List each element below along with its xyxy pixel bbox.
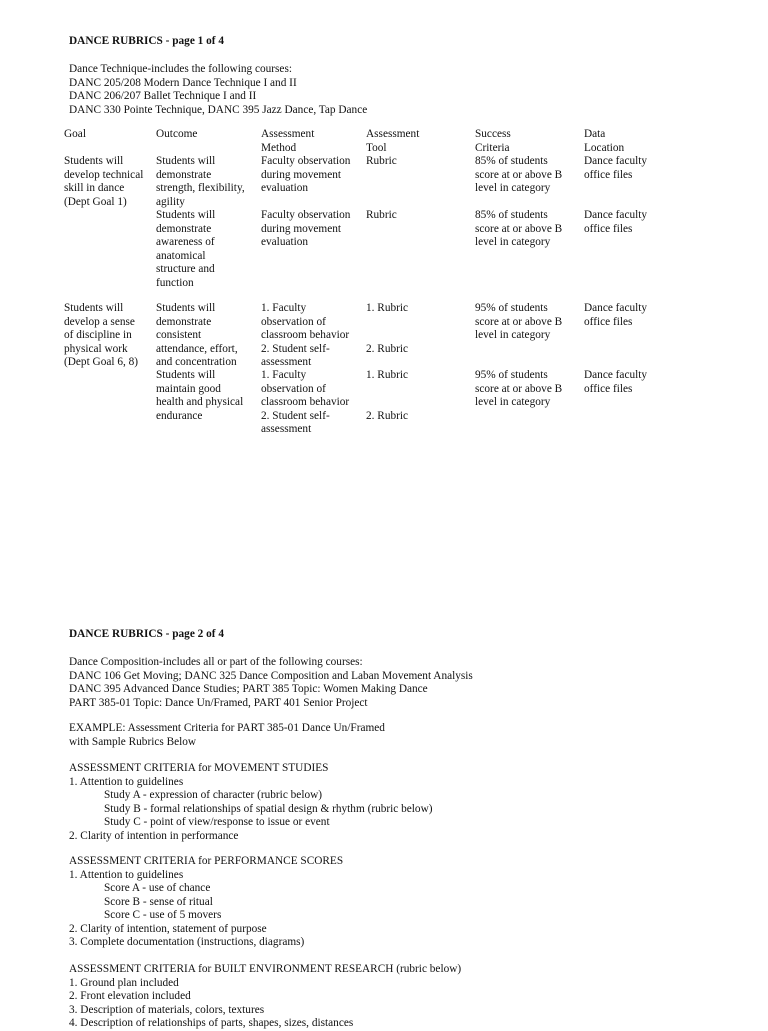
goal-cell: Students will develop technical skill in dance (Dept Goal 1) [64,155,144,208]
list-item: 3. Complete documentation (instructions, diagrams) [69,936,305,948]
tool-cell: 1. Rubric 2. Rubric [366,369,409,422]
outcome-cell: Students will demonstrate awareness of anatomical structure and function [156,209,216,289]
method-cell: 1. Faculty observation of classroom behavior 2. Student self- assessment [261,302,350,368]
page-2-title: DANCE RUBRICS - page 2 of 4 [69,628,225,640]
intro-line: DANC 106 Get Moving; DANC 325 Dance Composition and Laban Movement Analysis [69,669,473,682]
method-cell: Faculty observation during movement evaluation [261,209,351,248]
success-cell: 85% of students score at or above B level in category [475,155,563,194]
list-subitem: Study A - expression of character (rubric below) [104,789,323,801]
section-heading: ASSESSMENT CRITERIA for BUILT ENVIRONMENT RESEARCH (rubric below) [69,963,462,975]
list-subitem: Score B - sense of ritual [104,895,213,908]
header-assessment-tool: Assessment Tool [366,128,420,154]
performance-scores-section [69,855,343,950]
header-assessment-method: Assessment Method [261,128,315,154]
list-item: 1. Attention to guidelines [69,868,184,881]
example-block [69,722,385,749]
intro-line: Dance Technique-includes the following courses: [69,63,292,75]
example-line: EXAMPLE: Assessment Criteria for PART 385-01 Dance Un/Framed [69,722,385,734]
header-goal: Goal [64,128,86,140]
page-2-intro [69,656,473,710]
built-environment-section [69,963,461,1031]
tool-cell: 1. Rubric 2. Rubric [366,302,409,355]
header-outcome: Outcome [156,128,198,140]
intro-line: DANC 330 Pointe Technique, DANC 395 Jazz Dance, Tap Dance [69,103,368,116]
intro-line: DANC 395 Advanced Dance Studies; PART 385 Topic: Women Making Dance [69,683,428,695]
list-subitem: Study C - point of view/response to issue or event [104,816,330,828]
list-subitem: Score C - use of 5 movers [104,909,222,921]
list-item: 1. Ground plan included [69,976,179,989]
header-data-location: Data Location [584,128,625,154]
data-location-cell: Dance faculty office files [584,302,648,328]
section-heading: ASSESSMENT CRITERIA for MOVEMENT STUDIES [69,762,329,774]
list-subitem: Score A - use of chance [104,882,211,894]
header-success-criteria: Success Criteria [475,128,511,154]
data-location-cell: Dance faculty office files [584,209,648,235]
list-item: 2. Front elevation included [69,990,191,1002]
method-cell: 1. Faculty observation of classroom behavior 2. Student self- assessment [261,369,350,435]
list-item: 2. Clarity of intention, statement of purpose [69,922,267,935]
tool-cell: Rubric [366,155,397,167]
intro-line: Dance Composition-includes all or part of the following courses: [69,656,363,668]
outcome-cell: Students will demonstrate strength, flexibility, agility [156,155,245,208]
list-item: 2. Clarity of intention in performance [69,829,239,842]
page-1-intro [69,63,367,117]
example-line: with Sample Rubrics Below [69,735,197,748]
method-cell: Faculty observation during movement evaluation [261,155,351,194]
tool-cell: Rubric [366,209,397,221]
data-location-cell: Dance faculty office files [584,369,648,395]
success-cell: 85% of students score at or above B level in category [475,209,563,248]
list-subitem: Study B - formal relationships of spatial design & rhythm (rubric below) [104,802,433,815]
goal-cell: Students will develop a sense of discipline in physical work (Dept Goal 6, 8) [64,302,139,368]
list-item: 1. Attention to guidelines [69,775,184,788]
page-1-title: DANCE RUBRICS - page 1 of 4 [69,35,225,47]
section-heading: ASSESSMENT CRITERIA for PERFORMANCE SCORES [69,855,344,867]
intro-line: DANC 205/208 Modern Dance Technique I and II [69,76,297,89]
success-cell: 95% of students score at or above B level in category [475,369,563,408]
success-cell: 95% of students score at or above B level in category [475,302,563,341]
movement-studies-section [69,762,433,843]
outcome-cell: Students will maintain good health and physical endurance [156,369,244,422]
intro-line: PART 385-01 Topic: Dance Un/Framed, PART 401 Senior Project [69,696,368,709]
intro-line: DANC 206/207 Ballet Technique I and II [69,90,257,102]
list-item: 4. Description of relationships of parts, shapes, sizes, distances [69,1017,354,1029]
outcome-cell: Students will demonstrate consistent attendance, effort, and concentration [156,302,238,368]
data-location-cell: Dance faculty office files [584,155,648,181]
list-item: 3. Description of materials, colors, textures [69,1003,265,1016]
